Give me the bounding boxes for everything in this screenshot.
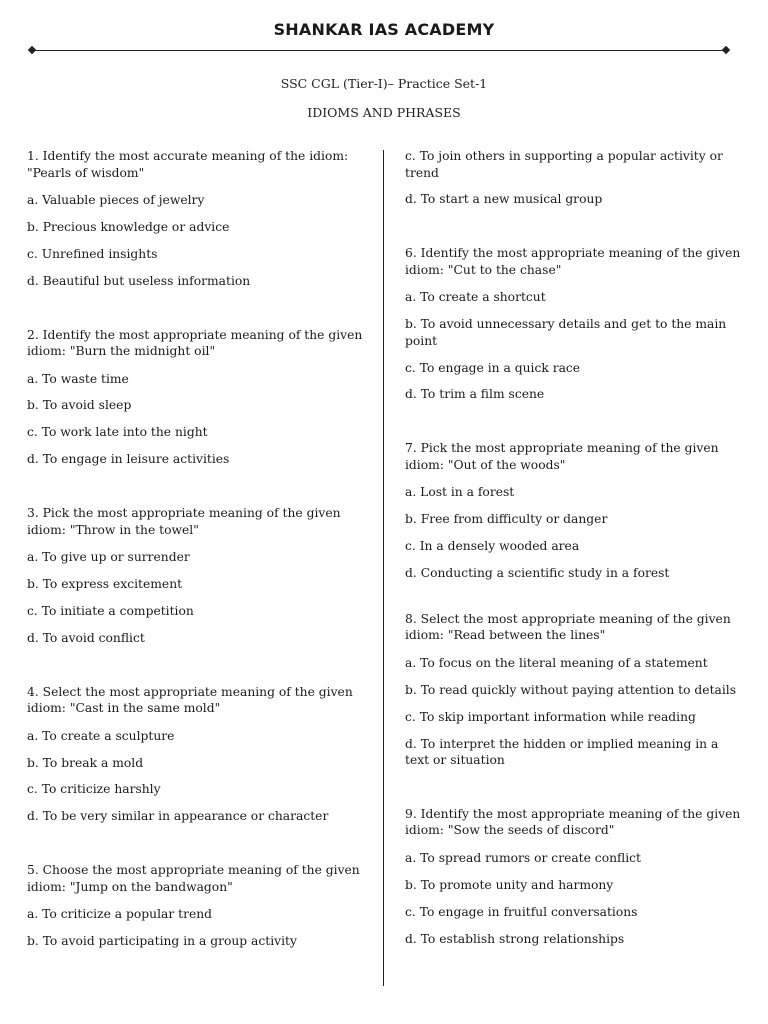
option: d. Beautiful but useless information [27, 273, 251, 288]
option: b. To express excitement [27, 577, 183, 592]
option: d. To interpret the hidden or implied meaning in a text or situation [405, 736, 719, 768]
option: b. To avoid sleep [27, 398, 132, 413]
option: d. To avoid conflict [27, 630, 145, 645]
option: c. Unrefined insights [27, 246, 158, 261]
option: c. To engage in fruitful conversations [405, 904, 638, 919]
header-rule [32, 50, 726, 51]
option: b. To avoid participating in a group activity [27, 934, 297, 949]
option: b. Precious knowledge or advice [27, 219, 230, 234]
page-title: SHANKAR IAS ACADEMY [273, 20, 495, 39]
option: c. To initiate a competition [27, 603, 194, 618]
column-divider [383, 150, 384, 986]
question-8 [405, 611, 745, 769]
question-6 [405, 245, 745, 403]
question-1 [27, 148, 367, 289]
question-7 [405, 440, 745, 581]
option: a. To spread rumors or create conflict [405, 850, 641, 865]
option: d. To start a new musical group [405, 192, 603, 207]
question-stem: 2. Identify the most appropriate meaning of the given idiom: "Burn the midnight oil" [27, 327, 363, 359]
option: a. To create a shortcut [405, 290, 546, 305]
question-2 [27, 327, 367, 468]
option: c. To work late into the night [27, 425, 208, 440]
right-column [405, 148, 745, 958]
option: c. To criticize harshly [27, 782, 161, 797]
option: a. To create a sculpture [27, 728, 175, 743]
question-stem: 9. Identify the most appropriate meaning of the given idiom: "Sow the seeds of discord" [405, 806, 741, 838]
rule-right-diamond-icon [722, 46, 730, 54]
option: a. To criticize a popular trend [27, 907, 213, 922]
question-stem: 8. Select the most appropriate meaning of the given idiom: "Read between the lines" [405, 611, 731, 643]
question-stem: 5. Choose the most appropriate meaning of the given idiom: "Jump on the bandwagon" [27, 863, 360, 894]
section-heading: IDIOMS AND PHRASES [307, 105, 461, 120]
question-stem: 6. Identify the most appropriate meaning of the given idiom: "Cut to the chase" [405, 246, 741, 277]
option: a. Lost in a forest [405, 485, 515, 500]
option: c. To engage in a quick race [405, 360, 581, 375]
option: a. To waste time [27, 371, 129, 386]
question-5-continued [405, 148, 745, 208]
option: d. Conducting a scientific study in a forest [405, 566, 670, 581]
question-stem: 7. Pick the most appropriate meaning of the given idiom: "Out of the woods" [405, 441, 719, 472]
option: a. Valuable pieces of jewelry [27, 193, 205, 207]
question-stem: 1. Identify the most accurate meaning of the idiom: "Pearls of wisdom" [27, 149, 349, 180]
rule-left-diamond-icon [28, 46, 36, 54]
question-3 [27, 505, 367, 646]
question-stem: 4. Select the most appropriate meaning of the given idiom: "Cast in the same mold" [27, 684, 353, 716]
option: d. To establish strong relationships [405, 931, 625, 946]
option: d. To trim a film scene [405, 387, 545, 402]
question-9 [405, 806, 745, 947]
option: b. To promote unity and harmony [405, 877, 614, 892]
question-4 [27, 684, 367, 825]
option: b. To avoid unnecessary details and get to the main point [405, 317, 727, 348]
option: a. To focus on the literal meaning of a statement [405, 655, 708, 670]
option: a. To give up or surrender [27, 550, 190, 565]
exam-subtitle: SSC CGL (Tier-I)– Practice Set-1 [280, 76, 488, 91]
left-column [27, 148, 367, 960]
option: c. To join others in supporting a popular activity or trend [405, 149, 723, 180]
option: d. To be very similar in appearance or character [27, 809, 329, 824]
option: c. In a densely wooded area [405, 539, 580, 554]
option: b. To read quickly without paying attention to details [405, 682, 737, 697]
option: c. To skip important information while reading [405, 709, 696, 724]
option: b. Free from difficulty or danger [405, 512, 608, 527]
option: d. To engage in leisure activities [27, 452, 230, 467]
question-5 [27, 862, 367, 949]
option: b. To break a mold [27, 755, 144, 770]
question-stem: 3. Pick the most appropriate meaning of the given idiom: "Throw in the towel" [27, 506, 341, 537]
